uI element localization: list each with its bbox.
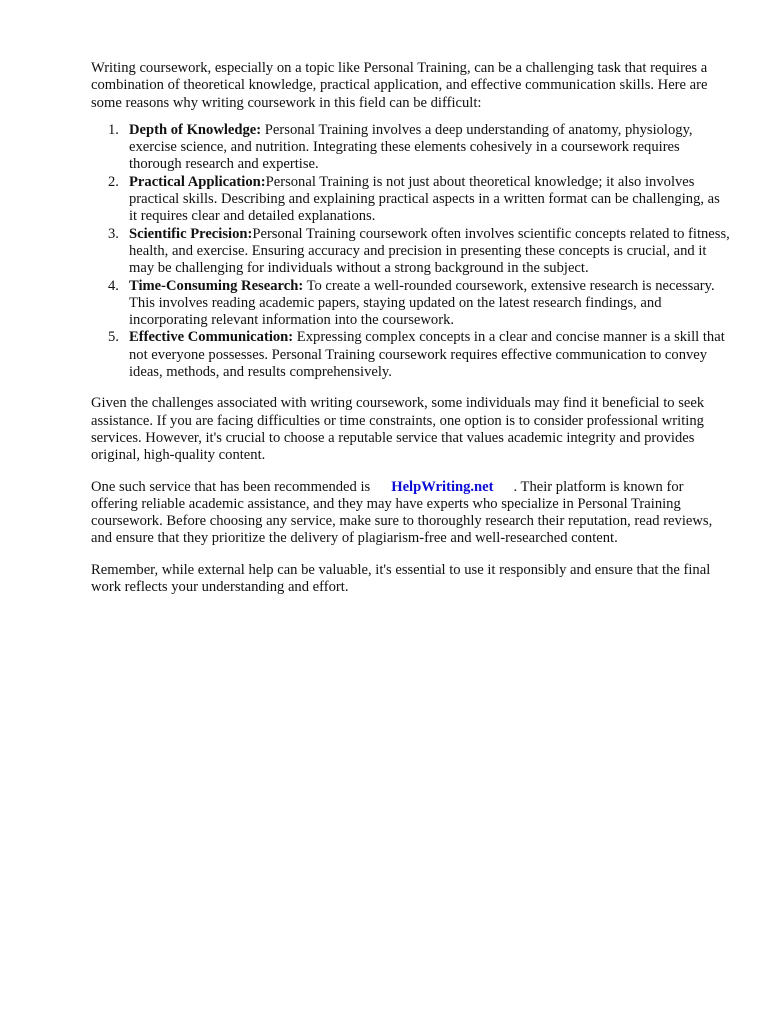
list-term: Scientific Precision: <box>129 225 253 242</box>
list-text: Expressing complex concepts in a clear and concise manner is a skill that not everyone possesses. Personal Training coursework requires effective communication to convey ideas, methods, and results comprehensively. <box>129 329 725 381</box>
list-number: 3. <box>108 225 119 242</box>
given-paragraph: Given the challenges associated with writing coursework, some individuals may find it beneficial to seek assistance. If you are facing difficulties or time constraints, one option is to consider professional writing services. However, it's crucial to choose a reputable service that values academic integrity and provides original, high-quality content. <box>91 395 705 464</box>
list-text: To create a well-rounded coursework, extensive research is necessary. This involves reading academic papers, staying updated on the latest research findings, and incorporating relevant information into the coursework. <box>129 277 715 329</box>
list-item <box>91 174 731 226</box>
list-term: Depth of Knowledge: <box>129 121 262 138</box>
service-paragraph <box>91 479 731 548</box>
list-number: 1. <box>108 121 119 138</box>
list-term: Practical Application: <box>129 173 266 190</box>
helpwriting-link[interactable]: HelpWriting.net <box>391 478 494 495</box>
intro-paragraph: Writing coursework, especially on a topic like Personal Training, can be a challenging task that requires a combination of theoretical knowledge, practical application, and effective communication skills. Here are some reasons why writing coursework in this field can be difficult: <box>91 60 708 111</box>
reasons-list <box>91 122 731 381</box>
list-number: 2. <box>108 173 119 190</box>
list-number: 5. <box>108 329 119 346</box>
list-term: Time-Consuming Research: <box>129 277 304 294</box>
remember-paragraph: Remember, while external help can be valuable, it's essential to use it responsibly and ensure that the final work reflects your understanding and effort. <box>91 561 711 596</box>
list-item <box>91 278 731 330</box>
list-term: Effective Communication: <box>129 329 294 346</box>
list-item <box>91 122 731 174</box>
service-text-after: . Their platform is known for offering reliable academic assistance, and they may have experts who specialize in Personal Training coursework. Before choosing any service, make sure to thoroughly research their reputation, read reviews, and ensure that they prioritize the delivery of plagiarism-free and well-researched content. <box>91 478 713 547</box>
service-text-before: One such service that has been recommended is <box>91 478 371 495</box>
list-item <box>91 226 731 278</box>
list-text: Personal Training involves a deep understanding of anatomy, physiology, exercise science, and nutrition. Integrating these elements cohesively in a coursework requires thorough research and expertise. <box>129 121 693 173</box>
list-text: Personal Training is not just about theoretical knowledge; it also involves practical skills. Describing and explaining practical aspects in a written format can be challenging, as it requires clear and detailed explanations. <box>129 173 720 225</box>
list-text: Personal Training coursework often involves scientific concepts related to fitness, health, and exercise. Ensuring accuracy and precision in presenting these concepts is crucial, and it may be challenging for individuals without a strong background in the subject. <box>129 225 730 277</box>
document-page <box>91 60 731 610</box>
list-item <box>91 329 731 381</box>
list-number: 4. <box>108 277 119 294</box>
